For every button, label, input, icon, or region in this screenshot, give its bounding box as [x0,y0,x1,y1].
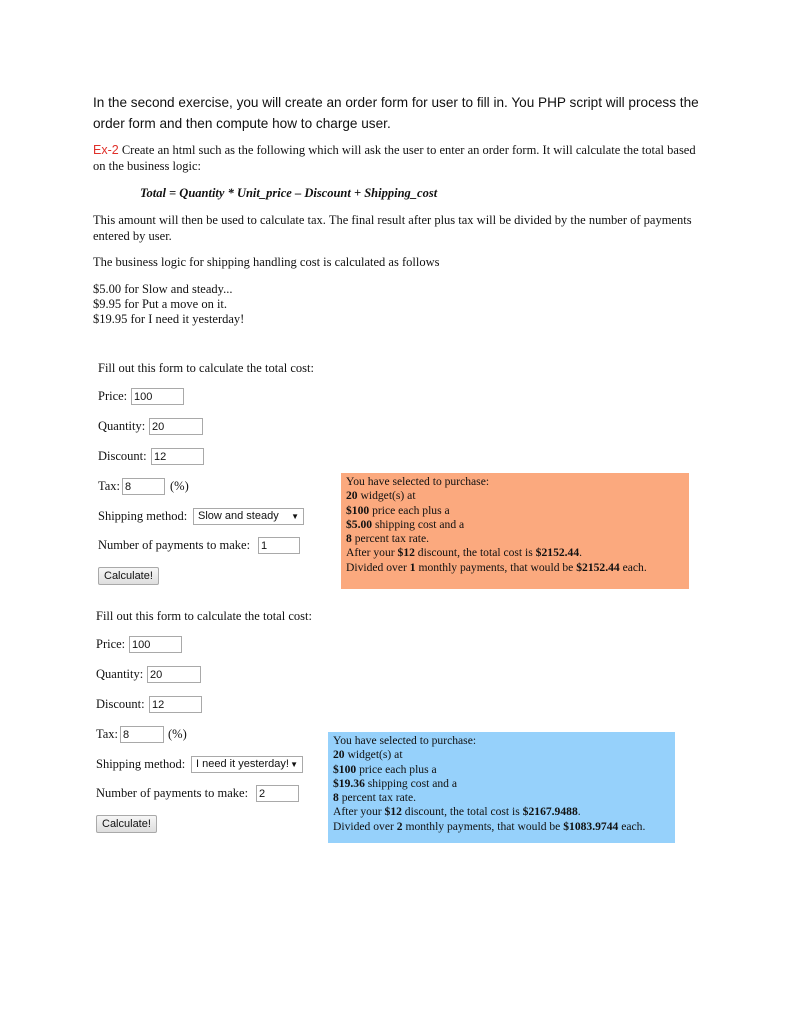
shipping-option: $9.95 for Put a move on it. [93,297,228,311]
shipping-select-value: Slow and steady [198,510,279,522]
price-input[interactable]: 100 [129,636,182,653]
result-line: $100 price each plus a [346,503,450,517]
payments-input[interactable]: 2 [256,785,299,802]
discount-label: Discount: [96,697,145,711]
result-line: 20 widget(s) at [333,748,403,762]
shipping-label: Shipping method: [96,757,186,771]
result-line: After your $12 discount, the total cost is $2152.44. [346,546,583,560]
shipping-select-value: I need it yesterday! [196,758,289,770]
result-line: $19.36 shipping cost and a [333,776,457,790]
result-line: You have selected to purchase: [333,734,477,747]
tax-input[interactable]: 8 [122,478,165,495]
total-formula: Total = Quantity * Unit_price – Discount + Shipping_cost [140,186,438,200]
payments-label: Number of payments to make: [98,538,251,552]
tax-unit: (%) [170,479,189,493]
quantity-input[interactable]: 20 [147,666,201,683]
discount-input[interactable]: 12 [151,448,204,465]
quantity-label: Quantity: [96,667,144,681]
result-line: You have selected to purchase: [346,475,490,488]
result-box-1 [341,473,689,589]
exercise-text: Create an html such as the following which will ask the user to enter an order form. It will calculate the total based on the business logic: [93,143,696,173]
discount-label: Discount: [98,449,147,463]
shipping-label: Shipping method: [98,509,188,523]
result-line: $100 price each plus a [333,762,437,776]
tax-input[interactable]: 8 [120,726,164,743]
chevron-down-icon: ▼ [290,760,298,769]
shipping-select[interactable] [193,508,304,525]
price-label: Price: [96,637,126,651]
result-line: Divided over 2 monthly payments, that would be $1083.9744 each. [333,819,646,833]
tax-label: Tax: [98,479,121,493]
price-label: Price: [98,389,128,403]
result-line: 8 percent tax rate. [346,532,430,546]
calculate-button[interactable]: Calculate! [98,567,159,585]
shipping-option: $19.95 for I need it yesterday! [93,312,245,326]
result-box-2 [328,732,675,843]
price-input[interactable]: 100 [131,388,184,405]
result-line: After your $12 discount, the total cost is $2167.9488. [333,805,581,819]
payments-input[interactable]: 1 [258,537,300,554]
result-line: 8 percent tax rate. [333,791,417,805]
tax-paragraph: This amount will then be used to calculate tax. The final result after plus tax will be divided by the number of payments entered by user. [93,213,692,243]
exercise-2-paragraph [93,142,703,174]
quantity-input[interactable]: 20 [149,418,203,435]
calculate-button[interactable]: Calculate! [96,815,157,833]
shipping-paragraph: The business logic for shipping handling cost is calculated as follows [93,255,440,269]
discount-input[interactable]: 12 [149,696,202,713]
form-title: Fill out this form to calculate the total cost: [96,609,312,623]
quantity-label: Quantity: [98,419,146,433]
shipping-option: $5.00 for Slow and steady... [93,282,233,296]
payments-label: Number of payments to make: [96,786,249,800]
intro-paragraph: In the second exercise, you will create an order form for user to fill in. You PHP script will process the order form and then compute how to charge user. [93,95,699,131]
shipping-options-list [93,282,244,327]
tax-unit: (%) [168,727,187,741]
result-line: Divided over 1 monthly payments, that would be $2152.44 each. [346,560,647,574]
result-line: $5.00 shipping cost and a [346,517,465,531]
shipping-select[interactable] [191,756,303,773]
form-title: Fill out this form to calculate the total cost: [98,361,314,375]
result-line: 20 widget(s) at [346,489,416,503]
tax-label: Tax: [96,727,119,741]
exercise-label: Ex-2 [93,143,119,157]
chevron-down-icon: ▼ [291,512,299,521]
